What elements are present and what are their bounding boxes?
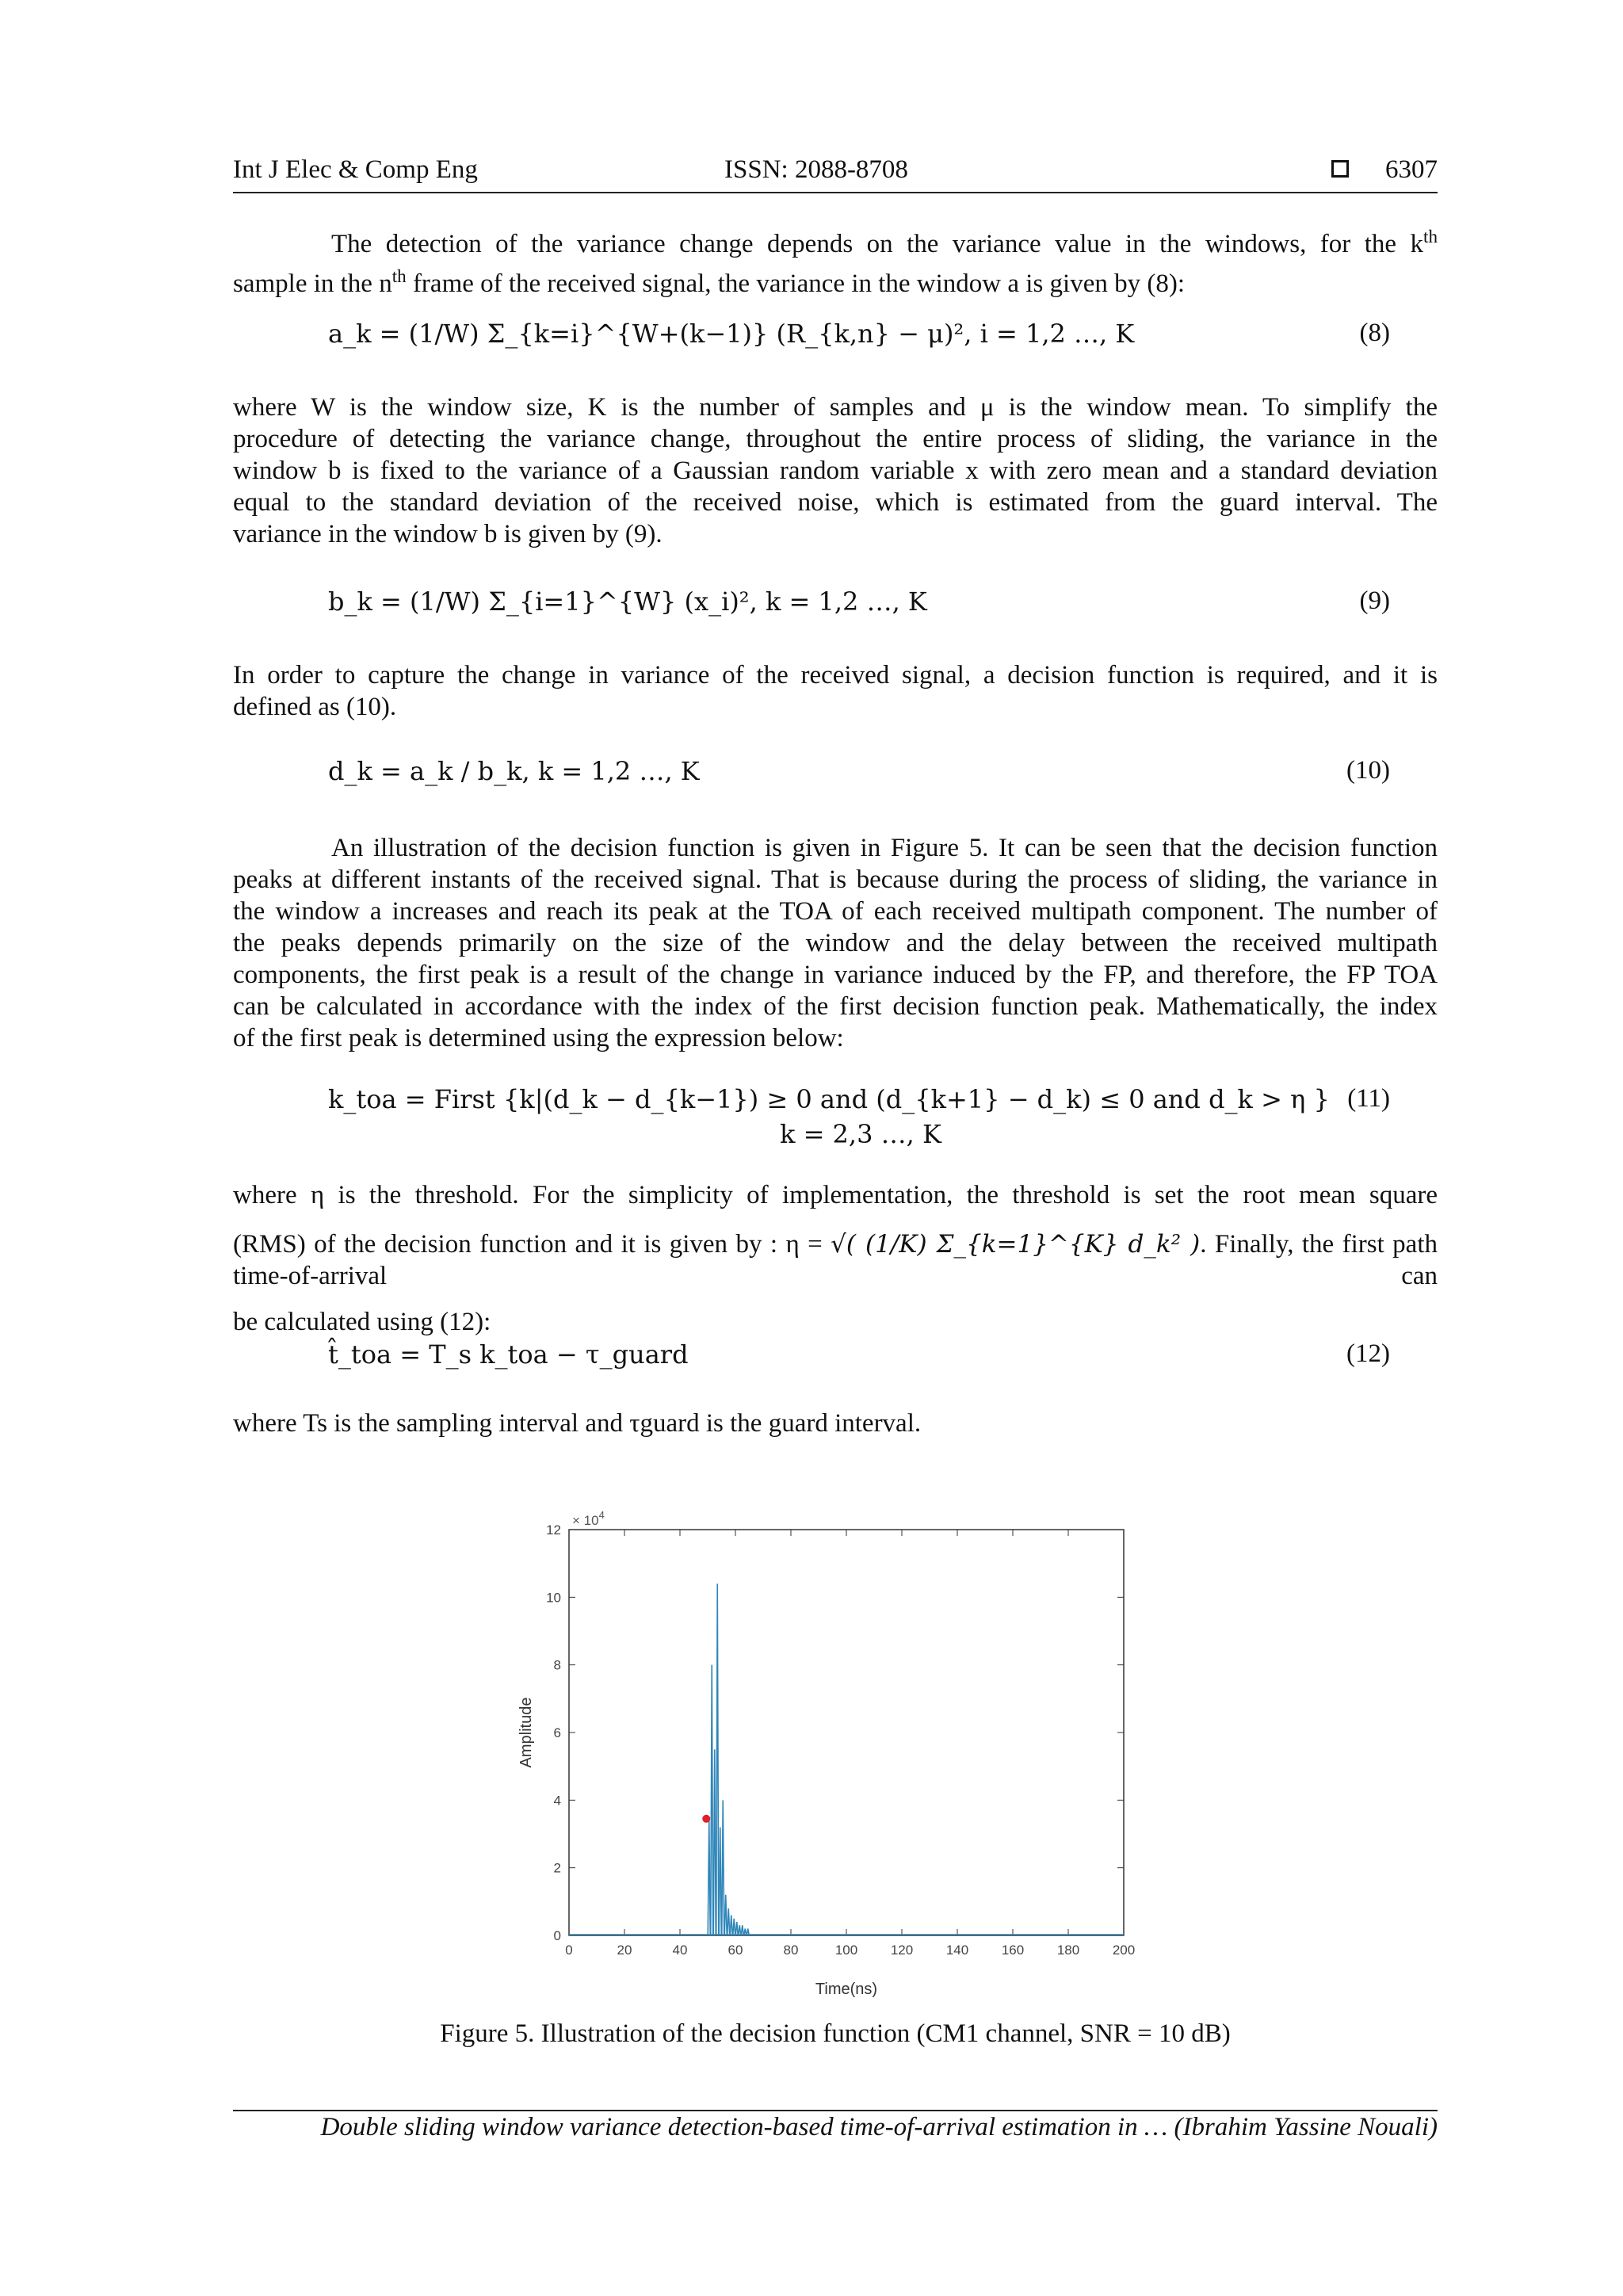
y-tick-label: 8 [553,1657,561,1673]
issn: ISSN: 2088-8708 [724,155,908,184]
equation-11-line1: k_toa = First {k|(d_k − d_{k−1}) ≥ 0 and (d_{k+1} − d_k) ≤ 0 and d_k > η } [328,1084,1330,1114]
equation-8-body: a_k = (1/W) Σ_{k=i}^{W+(k−1)} (R_{k,n} − μ)², i = 1,2 …, K [328,319,1135,349]
first-peak-marker [702,1815,710,1823]
equation-9 [328,586,1390,634]
equation-12-number: (12) [1346,1339,1390,1368]
equation-9-body: b_k = (1/W) Σ_{i=1}^{W} (x_i)², k = 1,2 …, K [328,586,927,617]
equation-11-number: (11) [1347,1084,1390,1113]
figure-caption: Figure 5. Illustration of the decision function (CM1 channel, SNR = 10 dB) [440,2019,1231,2048]
x-tick-label: 40 [672,1943,688,1958]
equation-11 [328,1084,1390,1163]
running-footer: Double sliding window variance detection-based time-of-arrival estimation in … (Ibrahim Yassine Nouali) [320,2113,1438,2141]
running-header [233,155,1438,193]
x-tick-label: 140 [945,1943,969,1958]
footer-rule [233,2110,1438,2111]
y-tick-label: 4 [553,1793,561,1809]
paragraph-4: An illustration of the decision function is given in Figure 5. It can be seen that the decision function peaks at different instants of the received signal. That is because during the process of sliding, the variance in the window a increases and reach its peak at the TOA of each received multipath component. The number of the peaks depends primarily on the size of the window and the delay between the received multipath components, the first peak is a result of the change in variance induced by the FP, and therefore, the FP TOA can be calculated in accordance with the index of the first decision function peak. Mathematically, the index of the first peak is determined using the expression below: [233,834,1438,1052]
rms-formula: √( (1/K) Σ_{k=1}^{K} d_k² ) [831,1230,1201,1259]
equation-12-body: t̂_toa = T_s k_toa − τ_guard [328,1339,689,1370]
equation-10-number: (10) [1346,756,1390,785]
y-multiplier-label: × $10^4$ [572,1509,605,1528]
paragraph-3: In order to capture the change in variance of the received signal, a decision function is required, and it is defined as (10). [233,661,1438,721]
x-axis-label: Time(ns) [815,1981,878,1998]
x-tick-label: 100 [834,1943,858,1958]
first-peak-point [702,1815,710,1823]
page-number: 6307 [1385,155,1438,184]
y-tick-label: 12 [546,1522,561,1538]
x-tick-label: 60 [727,1943,743,1958]
y-axis-label: Amplitude [517,1697,535,1768]
x-tick-label: 0 [565,1943,573,1958]
equation-11-line2: k = 2,3 …, K [780,1119,941,1149]
p1-line1: The detection of the variance change depends on the variance value in the windows, for the k [331,230,1424,258]
paragraph-6: where Ts is the sampling interval and τguard is the guard interval. [233,1409,922,1438]
paragraph-1: The detection of the variance change depends on the variance value in the windows, for the $k^{th}$ sample in the $n^{th}$ frame of the received signal, the variance in the window a is given by (8): [233,226,1438,298]
y-tick-label: 2 [553,1860,561,1876]
decision-function-chart [507,1506,1141,2013]
square-bullet-icon [1331,160,1349,178]
paragraph-2: where W is the window size, K is the number of samples and μ is the window mean. To simplify the procedure of detecting the variance change, throughout the entire process of sliding, the variance in the window b is fixed to the variance of a Gaussian random variable x with zero mean and a standard deviation equal to the standard deviation of the received noise, which is estimated from the guard interval. The variance in the window b is given by (9). [233,393,1438,548]
figure-5 [507,1506,1141,2013]
x-tick-label: 160 [1001,1943,1025,1958]
equation-8-number: (8) [1359,319,1390,347]
x-tick-label: 20 [617,1943,632,1958]
y-tick-label: 10 [546,1590,561,1606]
equation-10 [328,756,1390,804]
x-tick-label: 180 [1056,1943,1080,1958]
equation-10-body: d_k = a_k / b_k, k = 1,2 …, K [328,756,700,786]
journal-name: Int J Elec & Comp Eng [233,155,478,184]
x-tick-label: 120 [890,1943,914,1958]
paragraph-5: where η is the threshold. For the simplicity of implementation, the threshold is set the root mean square (RMS) of the decision function and it is given by : η = √( (1/K) Σ_{k=1}^{K} d_k² ). Finally, the first path time-of-arrival can be calculated using (12): [233,1181,1438,1336]
equation-8 [328,319,1390,366]
plot-area [569,1530,1124,1935]
y-tick-label: 0 [553,1928,561,1943]
x-tick-label: 80 [783,1943,799,1958]
y-tick-label: 6 [553,1725,561,1740]
equation-12 [328,1339,1390,1387]
x-tick-label: 200 [1112,1943,1136,1958]
equation-9-number: (9) [1359,586,1390,615]
